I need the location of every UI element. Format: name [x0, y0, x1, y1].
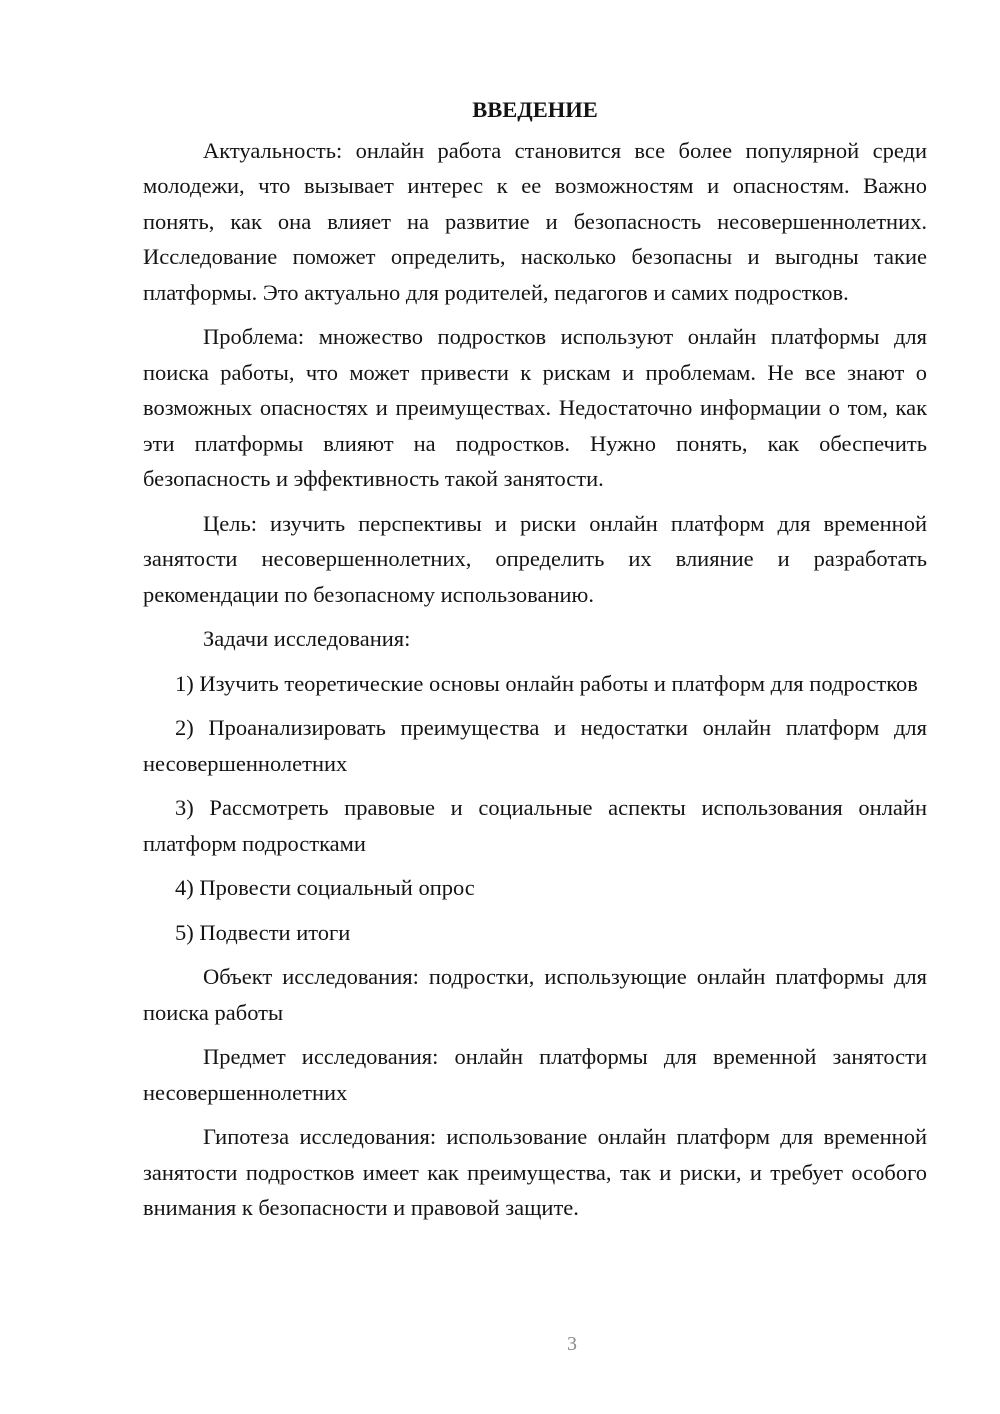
- relevance-paragraph: Актуальность: онлайн работа становится все более популярной среди молодежи, что вызывает интерес к ее возможностям и опасностям. Важно понять, как она влияет на развитие и безопасность несовершеннолетних. Исследование поможет определить, насколько безопасны и выгодны такие платформы. Это актуально для родителей, педагогов и самих подростков.: [143, 137, 927, 305]
- task-item-2: 2) Проанализировать преимущества и недостатки онлайн платформ для несовершеннолетних: [143, 715, 927, 776]
- hypothesis-paragraph: Гипотеза исследования: использование онлайн платформ для временной занятости подростков имеет как преимущества, так и риски, и требует особого внимания к безопасности и правовой защите.: [143, 1124, 927, 1220]
- document-body: [143, 92, 927, 1235]
- section-title: ВВЕДЕНИЕ: [472, 97, 598, 122]
- goal-paragraph: Цель: изучить перспективы и риски онлайн платформ для временной занятости несовершеннолетних, определить их влияние и разработать рекомендации по безопасному использованию.: [143, 510, 927, 607]
- task-item-5: 5) Подвести итоги: [175, 919, 351, 945]
- subject-paragraph: Предмет исследования: онлайн платформы для временной занятости несовершеннолетних: [143, 1044, 927, 1105]
- object-paragraph: Объект исследования: подростки, использующие онлайн платформы для поиска работы: [143, 964, 927, 1025]
- task-item-3: 3) Рассмотреть правовые и социальные аспекты использования онлайн платформ подростками: [143, 795, 927, 856]
- page-number: 3: [567, 1333, 577, 1355]
- task-item-4: 4) Провести социальный опрос: [175, 875, 475, 900]
- task-item-1: 1) Изучить теоретические основы онлайн работы и платформ для подростков: [175, 670, 918, 696]
- problem-paragraph: Проблема: множество подростков используют онлайн платформы для поиска работы, что может привести к рискам и проблемам. Не все знают о возможных опасностях и преимуществах. Недостаточно информации о том, как эти платформы влияют на подростков. Нужно понять, как обеспечить безопасность и эффективность такой занятости.: [143, 324, 927, 491]
- tasks-heading: Задачи исследования:: [203, 626, 411, 651]
